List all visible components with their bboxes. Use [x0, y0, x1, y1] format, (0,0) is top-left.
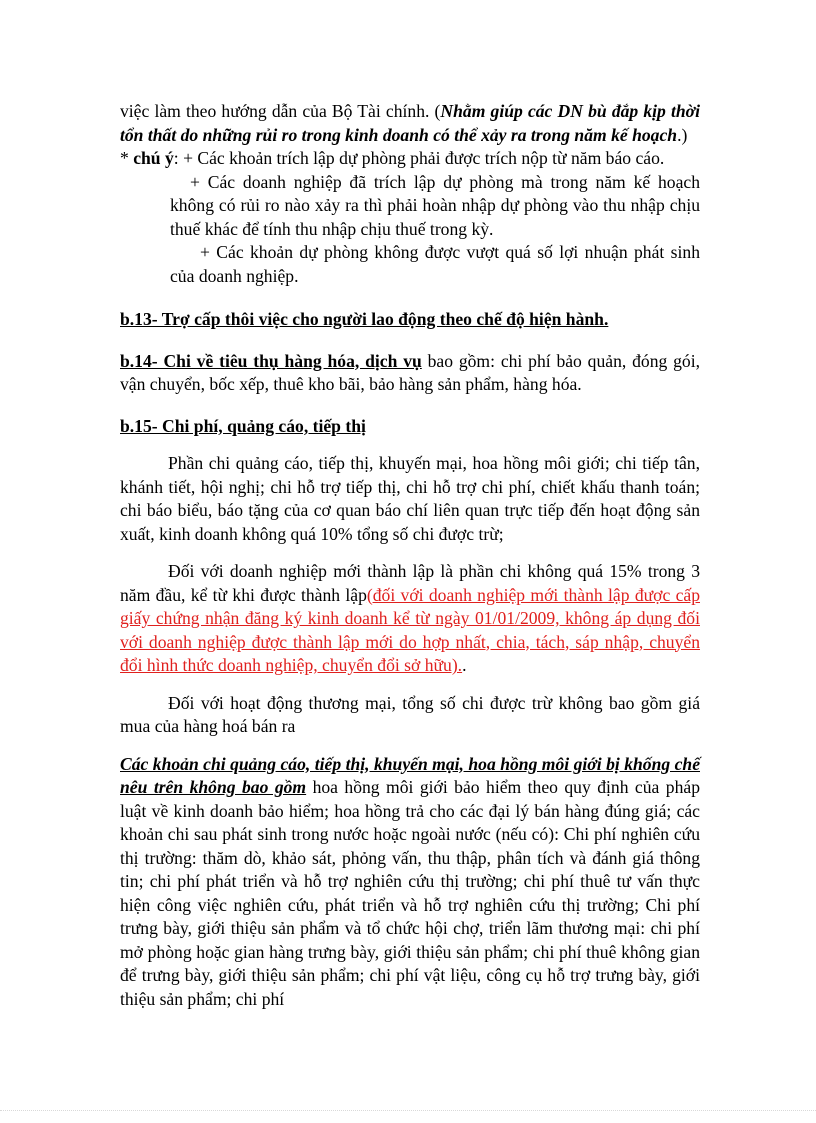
heading-b15: b.15- Chi phí, quảng cáo, tiếp thị — [120, 415, 366, 436]
paragraph-b14 — [120, 350, 700, 397]
b15-paragraph-4 — [120, 753, 700, 1012]
page-bottom-rule — [0, 1110, 816, 1111]
note-item-2: + Các doanh nghiệp đã trích lập dự phòng mà trong năm kế hoạch không có rủi ro nào xảy ra thì phải hoàn nhập dự phòng vào thu nhập chịu thuế khác để tính thu nhập chịu thuế trong kỳ. — [170, 171, 700, 239]
intro-tail: .) — [677, 124, 688, 145]
b15-paragraph-1: Phần chi quảng cáo, tiếp thị, khuyến mại, hoa hồng môi giới; chi tiếp tân, khánh tiết, hội nghị; chi hỗ trợ tiếp thị, chi hỗ trợ chi phí, chiết khấu thanh toán; chi báo biểu, báo tặng của cơ quan báo chí liên quan trực tiếp đến hoạt động sản xuất, kinh doanh không quá 10% tổng số chi được trừ; — [120, 453, 700, 544]
heading-b13: b.13- Trợ cấp thôi việc cho người lao động theo chế độ hiện hành. — [120, 309, 609, 329]
document-body — [120, 100, 700, 1011]
heading-b14: b.14- Chi về tiêu thụ hàng hóa, dịch vụ — [120, 350, 422, 371]
note-paragraph — [120, 147, 700, 171]
b15-p2-red-note: (đối với doanh nghiệp mới thành lập được cấp giấy chứng nhận đăng ký kinh doanh kể từ ngày 01/01/2009, không áp dụng đối với doanh nghiệp được thành lập mới do hợp nhất, chia, tách, sáp nhập, chuyển đổi hình thức doanh nghiệp, chuyển đổi sở hữu). — [120, 584, 700, 675]
b15-paragraph-2 — [120, 560, 700, 678]
b15-p2-tail: . — [462, 655, 467, 675]
note-label: chú ý — [133, 148, 174, 168]
b15-p4-emphasis: Các khoản chi quảng cáo, tiếp thị, khuyến mại, hoa hồng môi giới bị khống chế nêu trên không bao gồm — [120, 753, 700, 797]
paragraph-intro — [120, 100, 700, 147]
intro-emphasis: Nhằm giúp các DN bù đắp kịp thời tổn thất do những rủi ro trong kinh doanh có thể xảy ra trong năm kế hoạch — [120, 101, 700, 145]
note-star: * — [120, 148, 134, 168]
intro-lead: việc làm theo hướng dẫn của Bộ Tài chính. ( — [120, 101, 441, 121]
b15-p2-lead: Đối với doanh nghiệp mới thành lập là phần chi không quá 15% trong 3 năm đầu, kể từ khi được thành lập — [120, 561, 700, 605]
b15-p4-text: hoa hồng môi giới bảo hiểm theo quy định của pháp luật về kinh doanh bảo hiểm; hoa hồng trả cho các đại lý bán hàng đúng giá; các khoản chi sau phát sinh trong nước hoặc ngoài nước (nếu có): Chi phí nghiên cứu thị trường: thăm dò, khảo sát, phỏng vấn, thu thập, phân tích và đánh giá thông tin; chi phí phát triển và hỗ trợ nghiên cứu thị trường; chi phí thuê tư vấn thực hiện công việc nghiên cứu, phát triển và hỗ trợ nghiên cứu thị trường; Chi phí trưng bày, giới thiệu sản phẩm và tổ chức hội chợ, triển lãm thương mại: chi phí mở phòng hoặc gian hàng trưng bày, giới thiệu sản phẩm; chi phí thuê không gian để trưng bày, giới thiệu sản phẩm; chi phí vật liệu, công cụ hỗ trợ trưng bày, giới thiệu sản phẩm; chi phí — [120, 777, 700, 1009]
b14-text: bao gồm: chi phí bảo quản, đóng gói, vận chuyển, bốc xếp, thuê kho bãi, bảo hàng sản phẩm, hàng hóa. — [120, 350, 700, 394]
note-item-1: : + Các khoản trích lập dự phòng phải được trích nộp từ năm báo cáo. — [173, 148, 665, 168]
note-item-3: + Các khoản dự phòng không được vượt quá số lợi nhuận phát sinh của doanh nghiệp. — [170, 242, 700, 286]
b15-paragraph-3: Đối với hoạt động thương mại, tổng số chi được trừ không bao gồm giá mua của hàng hoá bán ra — [120, 692, 700, 736]
